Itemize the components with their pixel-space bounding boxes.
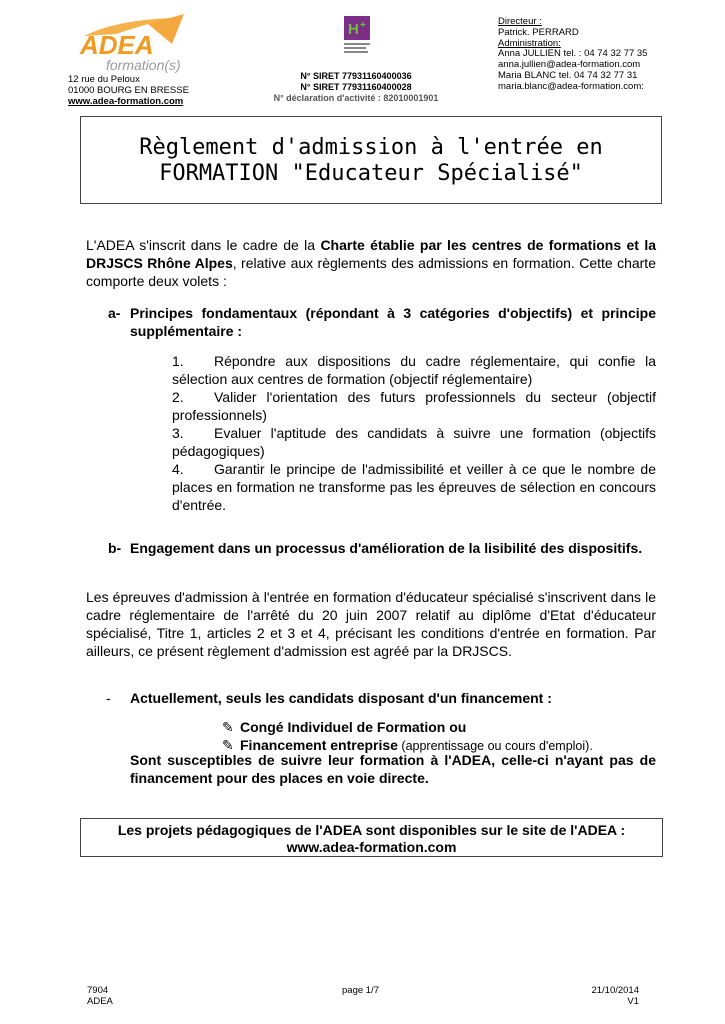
section-b-heading: [108, 539, 656, 557]
director-name: Patrick. PERRARD: [498, 26, 579, 38]
address-block: [68, 74, 189, 107]
svg-text:H: H: [348, 21, 359, 38]
title-line-1: Règlement d'admission à l'entrée en: [139, 135, 603, 160]
logo-subtext: formation(s): [106, 57, 181, 73]
section-b-title: Engagement dans un processus d'amélioration de la lisibilité des dispositifs.: [130, 540, 643, 556]
info-box-text: Les projets pédagogiques de l'ADEA sont disponibles sur le site de l'ADEA :: [117, 822, 626, 838]
financing-heading: [106, 689, 666, 707]
section-a-tag: a-: [108, 305, 121, 321]
list-item: [172, 388, 656, 424]
svg-text:+: +: [360, 20, 366, 31]
principles-list: [172, 352, 656, 514]
regulation-paragraph: Les épreuves d'admission à l'entrée en formation d'éducateur spécialisé s'inscrivent dans le cadre réglementaire de l'arrêté du 20 juin 2007 relatif au diplôme d'Etat d'éducateur spécialisé, Titre 1, articles 2 et 3 et 4, précisant les conditions d'entrée en formation. Par ailleurs, ce présent règlement d'admission est agréé par la DRJSCS.: [86, 589, 656, 659]
siret-block: [262, 71, 450, 104]
list-item: [172, 424, 656, 460]
list-item-number: 2.: [172, 389, 184, 405]
admin-label: Administration:: [498, 37, 561, 49]
footer-code: 7904: [87, 985, 109, 996]
list-item-text: Répondre aux dispositions du cadre réglementaire, qui confie la sélection aux centres de formation (objectif réglementaire): [172, 353, 656, 387]
section-a-heading: [108, 304, 656, 340]
section-a-title: Principes fondamentaux (répondant à 3 catégories d'objectifs) et principe supplémentaire :: [130, 305, 656, 339]
financing-title: Actuellement, seuls les candidats disposant d'un financement :: [130, 690, 552, 706]
list-item: [172, 460, 656, 514]
director-label: Directeur :: [498, 16, 542, 27]
option-cif-text: Congé Individuel de Formation ou: [240, 719, 467, 735]
document-title: [80, 116, 662, 204]
admin-contact-2: Maria BLANC tel. 04 74 32 77 31: [498, 69, 638, 81]
intro-charter: Charte établie par les centres de formations et la DRJSCS Rhône Alpes: [86, 237, 657, 271]
contact-block: [498, 17, 647, 93]
certification-seal-icon: [340, 16, 374, 56]
info-box-link[interactable]: www.adea-formation.com: [286, 839, 457, 855]
list-item-text: Evaluer l'aptitude des candidats à suivre une formation (objectifs pédagogiques): [172, 425, 656, 459]
intro-text-1: L'ADEA s'inscrit dans le cadre de la: [86, 237, 321, 253]
admin-email-2[interactable]: maria.blanc@adea-formation.com:: [498, 80, 644, 92]
address-line-2: 01000 BOURG EN BRESSE: [68, 85, 189, 96]
footer-date: 21/10/2014: [591, 985, 639, 996]
title-line-2: FORMATION "Educateur Spécialisé": [159, 161, 583, 186]
adea-logo: [76, 14, 188, 74]
financing-options: [222, 718, 593, 755]
financing-dash: -: [106, 690, 111, 706]
info-box: [80, 818, 663, 857]
footer-version: V1: [627, 996, 639, 1007]
pointer-icon: ✎: [222, 737, 234, 753]
intro-text-2: , relative aux règlements des admissions en formation. Cette charte comporte deux volets :: [86, 255, 656, 289]
logo-text: ADEA: [80, 30, 154, 60]
footer-left: [87, 985, 113, 1007]
list-item-number: 3.: [172, 425, 184, 441]
section-b-tag: b-: [108, 540, 122, 556]
financing-conclusion: Sont susceptibles de suivre leur formation à l'ADEA, celle-ci n'ayant pas de financement pour des places en voie directe.: [130, 752, 656, 786]
footer-org: ADEA: [87, 996, 113, 1007]
option-company-note: (apprentissage ou cours d'emploi).: [397, 739, 593, 753]
pointer-icon: ✎: [222, 719, 234, 735]
website-link[interactable]: www.adea-formation.com: [68, 96, 184, 107]
option-company-text: Financement entreprise: [240, 737, 398, 753]
list-item-text: Valider l'orientation des futurs professionnels du secteur (objectif professionnels): [172, 389, 656, 423]
financing-option-cif: [222, 718, 593, 736]
address-line-1: 12 rue du Peloux: [68, 74, 140, 85]
list-item-number: 1.: [172, 353, 184, 369]
admin-email-1[interactable]: anna.jullien@adea-formation.com: [498, 59, 641, 71]
admin-contact-1: Anna JULLIEN tel. : 04 74 32 77 35: [498, 48, 648, 60]
list-item-text: Garantir le principe de l'admissibilité et veiller à ce que le nombre de places en formation ne transforme pas les épreuves de sélection en concours d'entrée.: [172, 461, 656, 513]
footer-right: [560, 985, 639, 1007]
list-item: [172, 352, 656, 388]
activity-declaration: N° déclaration d'activité : 82010001901: [273, 93, 439, 103]
intro-paragraph: [86, 236, 656, 290]
siret-1: N° SIRET 77931160400036: [300, 71, 412, 81]
siret-2: N° SIRET 77931160400028: [300, 82, 412, 92]
footer-page-number: page 1/7: [342, 985, 379, 996]
list-item-number: 4.: [172, 461, 184, 477]
